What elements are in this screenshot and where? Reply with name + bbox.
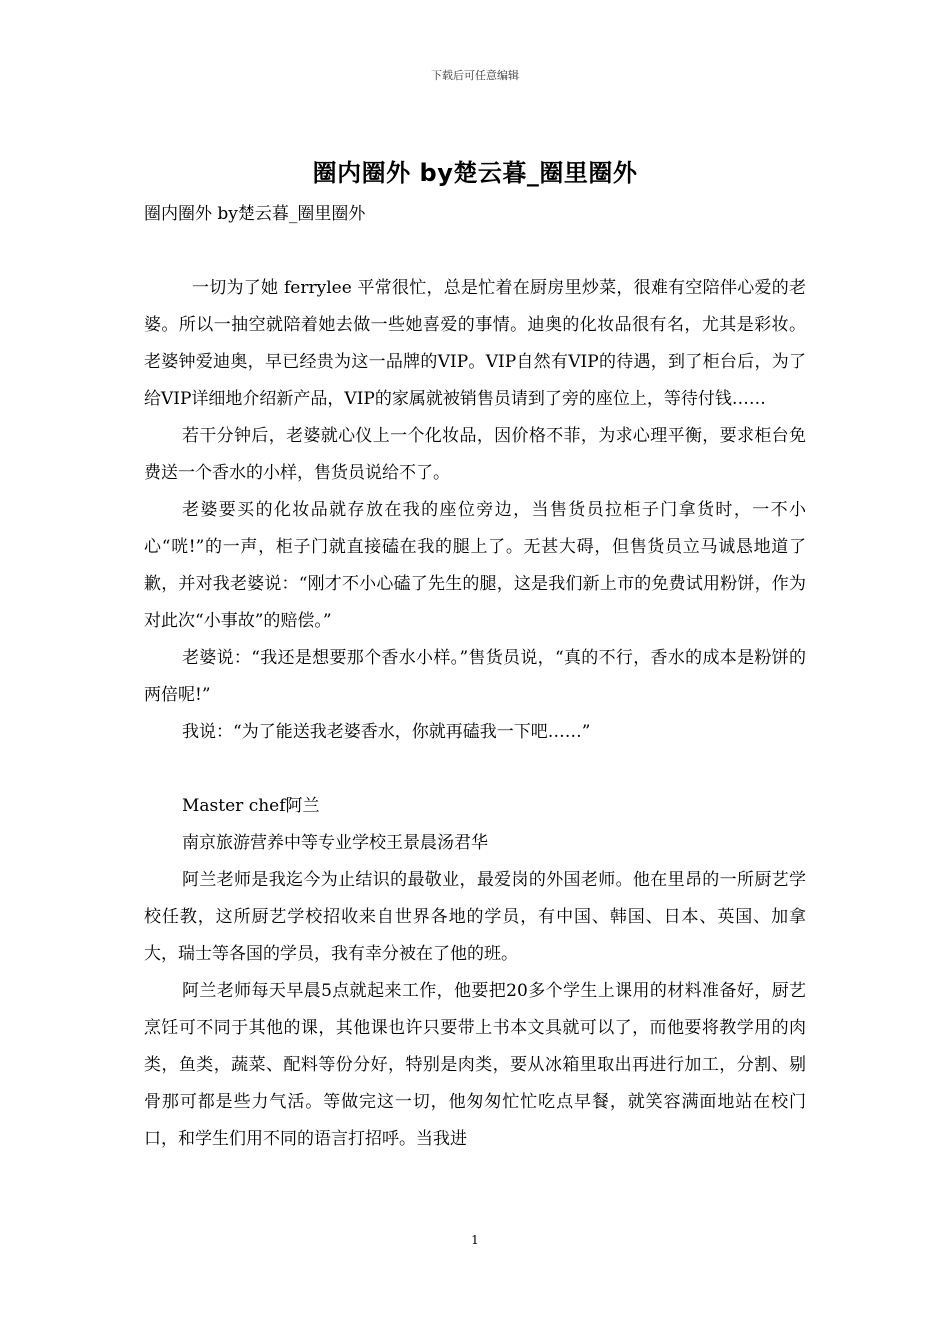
paragraph: 阿兰老师每天早晨5点就起来工作，他要把20多个学生上课用的材料准备好，厨艺烹饪可不同于其他的课，其他课也许只要带上书本文具就可以了，而他要将教学用的肉类，鱼类，蔬菜、配料等份分好，特别是肉类，要从冰箱里取出再进行加工，分割、剔骨那可都是些力气活。等做完这一切，他匆匆忙忙吃点早餐，就笑容满面地站在校门口，和学生们用不同的语言打招呼。当我进 [144,981,806,1149]
paragraph: 老婆说：“我还是想要那个香水小样。”售货员说，“真的不行，香水的成本是粉饼的两倍呢!” [144,648,806,705]
paragraph: 老婆要买的化妆品就存放在我的座位旁边，当售货员拉柜子门拿货时，一不小心“咣!”的一声，柜子门就直接磕在我的腿上了。无甚大碍，但售货员立马诚恳地道了歉，并对我老婆说：“刚才不小心磕了先生的腿，这是我们新上市的免费试用粉饼，作为对此次“小事故”的赔偿。” [144,500,806,631]
document-body [144,196,806,1158]
paragraph: 我说：“为了能送我老婆香水，你就再磕我一下吧……” [182,722,591,742]
author-line: 南京旅游营养中等专业学校王景晨汤君华 [182,833,488,853]
header-note: 下载后可任意编辑 [431,69,519,82]
paragraph: 若干分钟后，老婆就心仪上一个化妆品，因价格不菲，为求心理平衡，要求柜台免费送一个香水的小样，售货员说给不了。 [144,426,806,483]
section-heading: Master chef阿兰 [182,796,320,816]
paragraph: 阿兰老师是我迄今为止结识的最敬业，最爱岗的外国老师。他在里昂的一所厨艺学校任教，这所厨艺学校招收来自世界各地的学员，有中国、韩国、日本、英国、加拿大，瑞士等各国的学员，我有幸分被在了他的班。 [144,870,806,964]
section-gap [144,751,806,788]
paragraph: 一切为了她 ferrylee 平常很忙，总是忙着在厨房里炒菜，很难有空陪伴心爱的老婆。所以一抽空就陪着她去做一些她喜爱的事情。迪奥的化妆品很有名，尤其是彩妆。老婆钟爱迪奥，早已经贵为这一品牌的VIP。VIP自然有VIP的待遇，到了柜台后，为了给VIP详细地介绍新产品，VIP的家属就被销售员请到了旁的座位上，等待付钱…… [144,278,806,409]
document-title: 圈内圈外 by楚云暮_圈里圈外 [312,159,638,187]
page-number: 1 [471,1233,479,1247]
document-subtitle: 圈内圈外 by楚云暮_圈里圈外 [144,204,366,224]
